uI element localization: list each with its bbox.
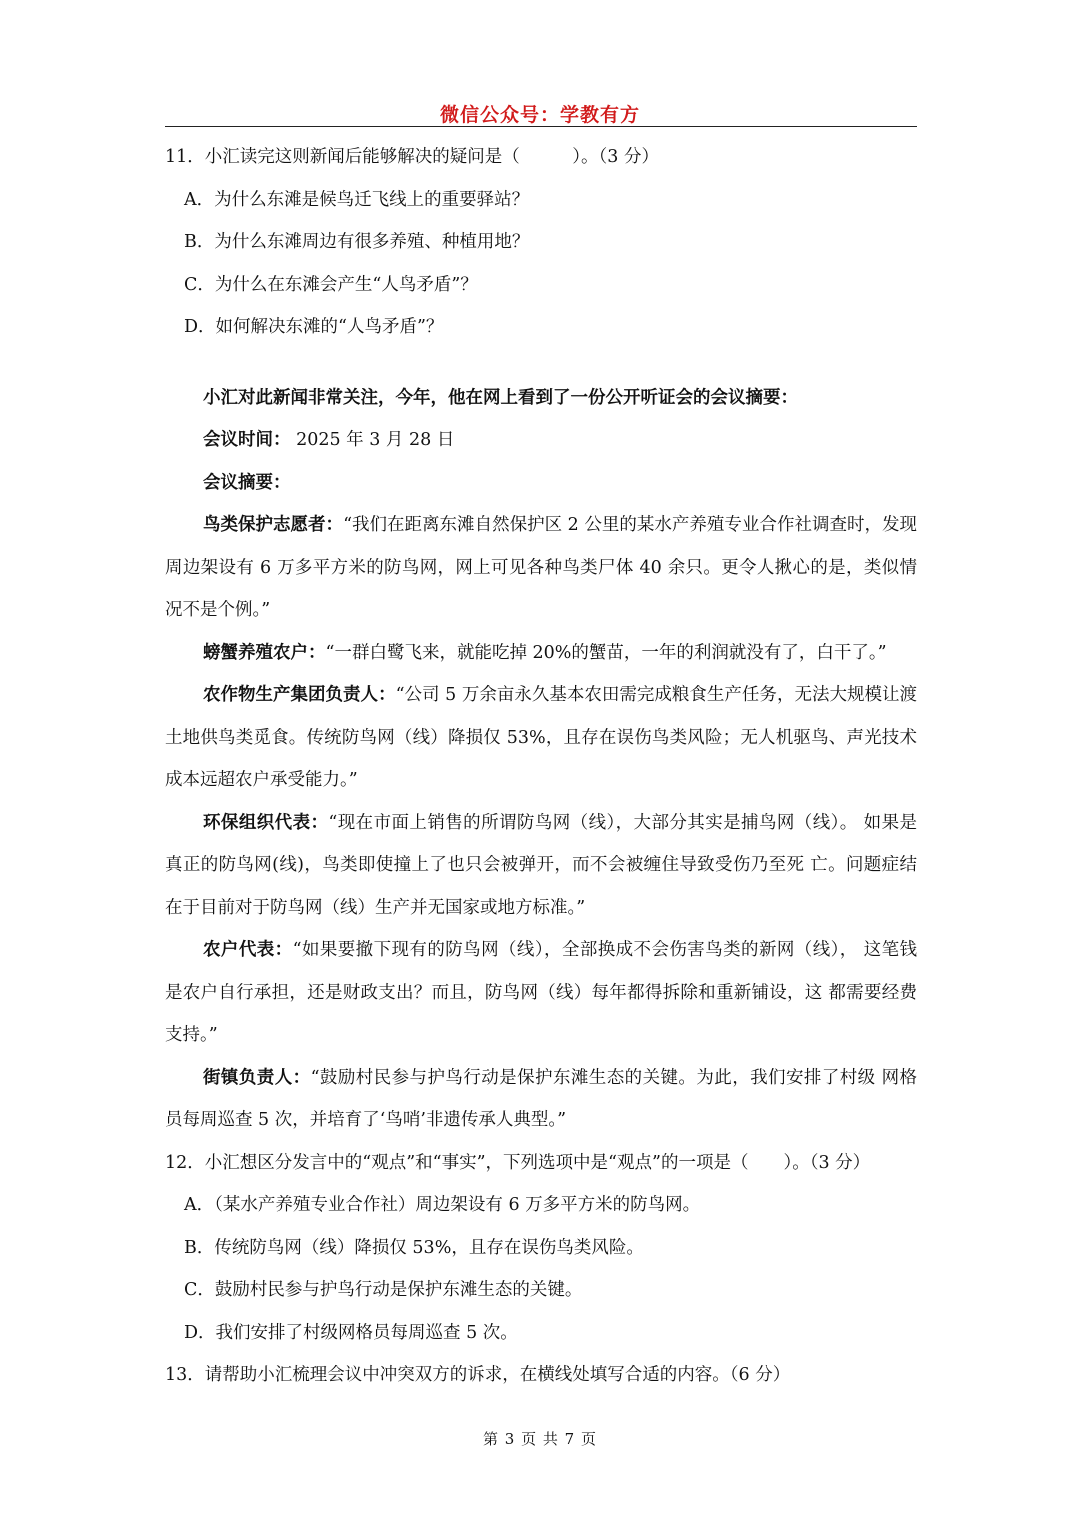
statement-speaker: 环保组织代表：: [203, 812, 329, 833]
statement-speaker: 农作物生产集团负责人：: [203, 685, 396, 705]
question-11-stem: 11．小汇读完这则新闻后能够解决的疑问是（ ）。（3 分）: [165, 147, 659, 167]
statement-bird-volunteer: [165, 504, 917, 632]
meeting-time-label: 会议时间：: [203, 430, 291, 450]
header-title: 微信公众号：学教有方: [439, 104, 640, 126]
statement-text: “如果要撤下现有的防鸟网（线），全部换成不会伤害鸟类的新网（线）， 这笔钱是农户自行承担，还是财政支出？而且，防鸟网（线）每年都得拆除和重新铺设，这 都需要经费支持。”: [165, 940, 917, 1045]
meeting-summary-label: 会议摘要：: [203, 472, 291, 493]
question-13-stem: 13．请帮助小汇梳理会议中冲突双方的诉求，在横线处填写合适的内容。（6 分）: [165, 1365, 791, 1385]
question-12-option-d: D．我们安排了村级网格员每周巡查 5 次。: [184, 1322, 518, 1343]
statement-text: “公司 5 万余亩永久基本农田需完成粮食生产任务，无法大规模让渡土地供鸟类觅食。传统防鸟网（线）降损仅 53%，且存在误伤鸟类风险；无人机驱鸟、声光技术成本远超农户承受能力。”: [165, 685, 917, 790]
meeting-intro: 小汇对此新闻非常关注，今年，他在网上看到了一份公开听证会的会议摘要：: [203, 387, 798, 408]
question-12-option-c: C．鼓励村民参与护鸟行动是保护东滩生态的关键。: [184, 1280, 583, 1300]
statement-agri-group-head: [165, 674, 917, 802]
statement-text: “我们在距离东滩自然保护区 2 公里的某水产养殖专业合作社调查时，发现周边架设有 6 万多平方米的防鸟网，网上可见各种鸟类尸体 40 余只。更令人揪心的是，类似情况不是个例。”: [165, 515, 917, 620]
question-11-option-a: A．为什么东滩是候鸟迁飞线上的重要驿站？: [184, 189, 530, 210]
statement-speaker: 街镇负责人：: [203, 1067, 311, 1088]
statement-environmental-org: [165, 802, 917, 930]
statement-text: “鼓励村民参与护鸟行动是保护东滩生态的关键。为此，我们安排了村级 网格员每周巡查 5 次，并培育了‘鸟哨’非遗传承人典型。”: [165, 1067, 918, 1130]
statement-town-official: [165, 1057, 917, 1142]
page-content: [165, 136, 917, 1397]
question-12-option-a: A．（某水产养殖专业合作社）周边架设有 6 万多平方米的防鸟网。: [184, 1195, 701, 1215]
question-12-stem: 12．小汇想区分发言中的“观点”和“事实”，下列选项中是“观点”的一项是（ ）。（3 分）: [165, 1152, 871, 1173]
page-footer: 第 3 页 共 7 页: [483, 1430, 597, 1448]
statement-crab-farmer: [165, 632, 917, 675]
question-11-option-c: C．为什么在东滩会产生“人鸟矛盾”？: [184, 274, 478, 295]
question-11-option-d: D．如何解决东滩的“人鸟矛盾”？: [184, 317, 444, 337]
question-11-option-b: B．为什么东滩周边有很多养殖、种植用地？: [184, 232, 530, 252]
statement-speaker: 鸟类保护志愿者：: [203, 515, 344, 535]
statement-text: “现在市面上销售的所谓防鸟网（线），大部分其实是捕鸟网（线）。 如果是真正的防鸟网(线)，鸟类即使撞上了也只会被弹开，而不会被缠住导致受伤乃至死 亡。问题症结在于目前对于防鸟网（线）生产并无国家或地方标准。”: [165, 812, 917, 918]
section-spacer: [165, 349, 917, 377]
question-12-option-b: B．传统防鸟网（线）降损仅 53%，且存在误伤鸟类风险。: [184, 1237, 644, 1258]
statement-speaker: 农户代表：: [203, 940, 293, 960]
header-divider: [165, 126, 917, 127]
statement-text: “一群白鹭飞来，就能吃掉 20%的蟹苗，一年的利润就没有了，白干了。”: [325, 642, 887, 663]
statement-speaker: 螃蟹养殖农户：: [203, 642, 326, 663]
meeting-time-value: 2025 年 3 月 28 日: [290, 430, 455, 450]
statement-farmer-rep: [165, 929, 917, 1057]
meeting-time: [165, 419, 917, 462]
